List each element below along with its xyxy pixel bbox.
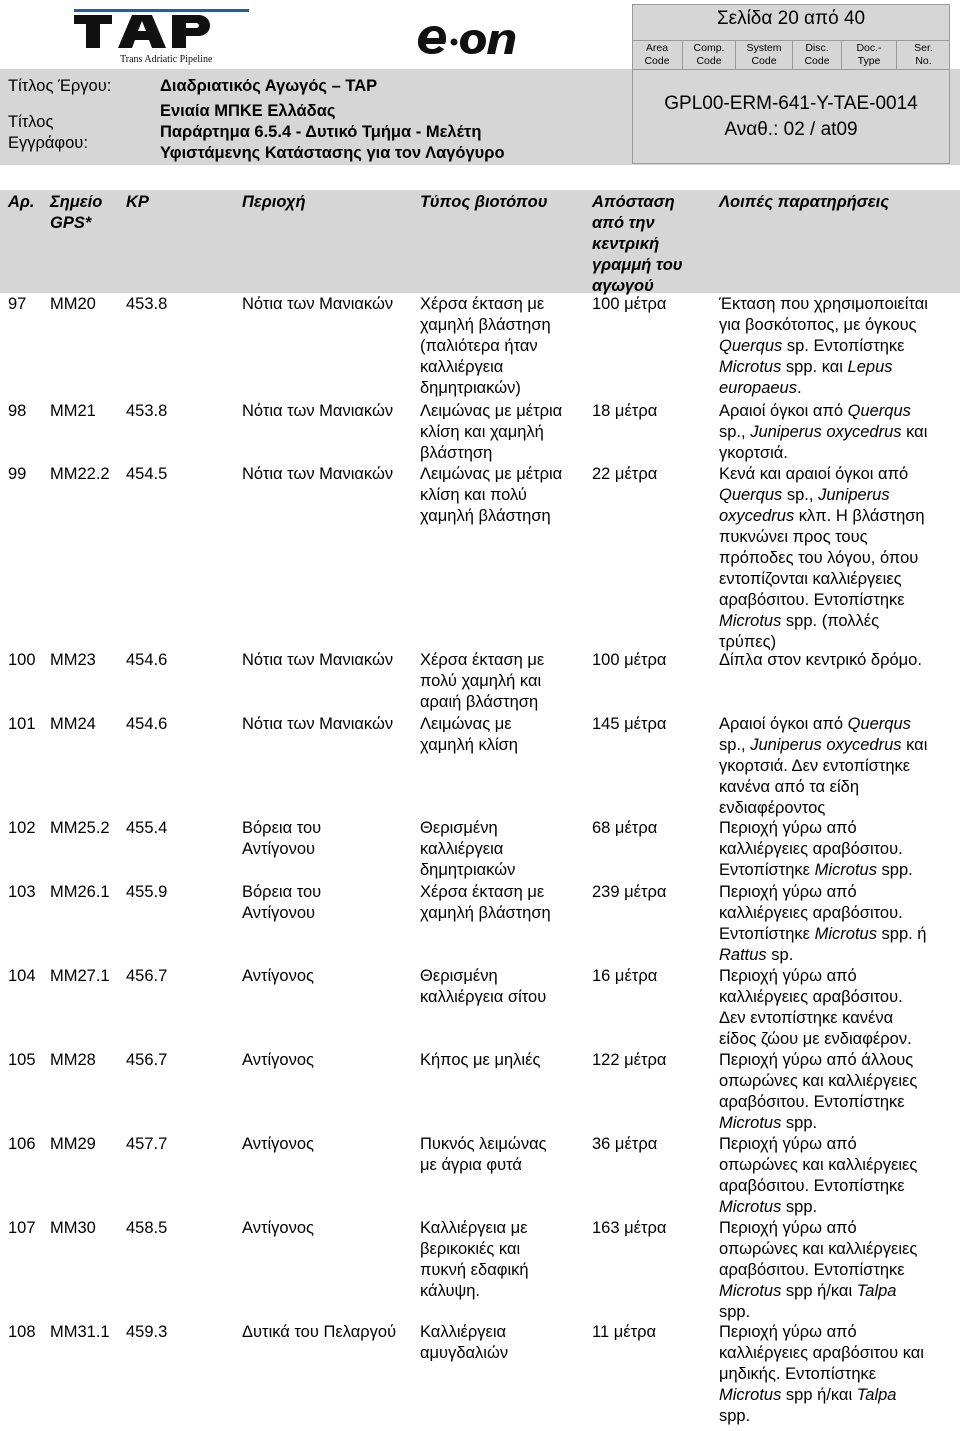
notes-text-line: μηδικής. Εντοπίστηκε <box>719 1365 877 1383</box>
habitat-type-line: κλίση και πολύ <box>420 486 527 504</box>
area-name-line: Νότια των Μανιακών <box>242 402 394 420</box>
code-header-line: Code <box>644 55 670 67</box>
doc-label-line1: Τίτλος <box>8 113 54 131</box>
notes-text-line: είδος ζώου με ενδιαφέρον. <box>719 1030 912 1048</box>
code-header-line: Code <box>804 55 830 67</box>
notes-text <box>719 1050 917 1134</box>
habitat-type-line: Πυκνός λειμώνας <box>420 1135 547 1153</box>
habitat-type-line: κάλυψη. <box>420 1282 480 1300</box>
notes-text-line: οπωρώνες και καλλιέργειες <box>719 1156 918 1174</box>
code-header-area <box>632 41 682 69</box>
habitat-type-line: κλίση και χαμηλή <box>420 423 544 441</box>
kp-value: 454.6 <box>126 715 168 733</box>
notes-text-line: αραβόσιτου. Εντοπίστηκε <box>719 1093 905 1111</box>
area-name-line: Νότια των Μανιακών <box>242 465 394 483</box>
habitat-type-line: χαμηλή βλάστηση <box>420 316 551 334</box>
notes-text-line: γκορτσιά. <box>719 444 788 462</box>
distance-value: 100 μέτρα <box>592 651 667 669</box>
notes-text-line: Έκταση που χρησιμοποιείται <box>719 295 928 313</box>
code-header-line: Comp. <box>693 42 725 54</box>
kp-value: 454.5 <box>126 465 168 483</box>
habitat-type-line: δημητριακών) <box>420 379 521 397</box>
gps-point: MM31.1 <box>50 1323 110 1341</box>
notes-text-line: sp., Juniperus oxycedrus και <box>719 423 928 441</box>
notes-text <box>719 650 922 671</box>
habitat-type-line: Χέρσα έκταση με <box>420 295 545 313</box>
gps-point: MM26.1 <box>50 883 110 901</box>
notes-text <box>719 1218 917 1323</box>
notes-text-line: Περιοχή γύρω από <box>719 1323 857 1341</box>
notes-text-line: οπωρώνες και καλλιέργειες <box>719 1072 918 1090</box>
kp-value: 456.7 <box>126 1051 168 1069</box>
notes-text-line: αραβόσιτου. Εντοπίστηκε <box>719 1261 905 1279</box>
habitat-type-line: Λειμώνας με <box>420 715 512 733</box>
distance-value: 22 μέτρα <box>592 465 658 483</box>
habitat-type-line: βερικοκιές και <box>420 1240 521 1258</box>
row-number: 97 <box>8 295 27 313</box>
area-name-line: Αντίγονου <box>242 904 316 922</box>
habitat-type-line: Χέρσα έκταση με <box>420 883 545 901</box>
notes-text-line: οπωρώνες και καλλιέργειες <box>719 1240 918 1258</box>
distance-value: 16 μέτρα <box>592 967 658 985</box>
area-name-line: Αντίγονου <box>242 840 316 858</box>
habitat-type-line: Καλλιέργεια <box>420 1323 507 1341</box>
notes-text-line: Αραιοί όγκοι από Querqus <box>719 715 911 733</box>
gps-point: MM20 <box>50 295 96 313</box>
habitat-type-line: Καλλιέργεια με <box>420 1219 528 1237</box>
gps-point: MM23 <box>50 651 96 669</box>
notes-text-line: Κενά και αραιοί όγκοι από <box>719 465 909 483</box>
habitat-type <box>420 966 546 1008</box>
kp-value: 455.4 <box>126 819 168 837</box>
notes-text <box>719 818 913 881</box>
habitat-type <box>420 818 515 881</box>
code-header-line: Code <box>696 55 722 67</box>
habitat-type-line: καλλιέργεια <box>420 840 504 858</box>
code-header-line: System <box>746 42 782 54</box>
habitat-type <box>420 1218 529 1302</box>
notes-text-line: τρύπες) <box>719 633 777 651</box>
document-number: GPL00-ERM-641-Y-TAE-0014 <box>664 93 918 114</box>
habitat-type-line: καλλιέργεια σίτου <box>420 988 547 1006</box>
doc-title-line2: Παράρτημα 6.5.4 - Δυτικό Τμήμα - Μελέτη <box>160 123 482 141</box>
habitat-type <box>420 882 551 924</box>
area-name <box>242 714 393 735</box>
notes-text-line: sp., Juniperus oxycedrus και <box>719 736 928 754</box>
notes-text-line: Εντοπίστηκε Microtus spp. ή <box>719 925 927 943</box>
habitat-type-line: Θερισμένη <box>420 819 498 837</box>
notes-text-line: Δεν εντοπίστηκε κανένα <box>719 1009 894 1027</box>
notes-text-line: Αραιοί όγκοι από Querqus <box>719 402 911 420</box>
code-header-disc <box>793 41 841 69</box>
notes-text-line: Querqus sp., Juniperus <box>719 486 890 504</box>
gps-point: MM28 <box>50 1051 96 1069</box>
code-header-line: Area <box>645 42 669 54</box>
habitat-type-line: Θερισμένη <box>420 967 498 985</box>
col-header-notes: Λοιπές παρατηρήσεις <box>719 193 889 211</box>
habitat-type-line: Λειμώνας με μέτρια <box>420 402 563 420</box>
area-name-line: Νότια των Μανιακών <box>242 295 394 313</box>
notes-text-line: κανένα από τα είδη <box>719 778 860 796</box>
notes-text <box>719 401 927 464</box>
notes-text-line: καλλιέργειες αραβόσιτου. <box>719 988 903 1006</box>
notes-text-line: εντοπίζονται καλλιέργειες <box>719 570 902 588</box>
code-header-line: Disc. <box>805 42 829 54</box>
notes-text-line: Microtus spp ή/και Talpa <box>719 1386 897 1404</box>
col-header-line: κεντρική <box>592 235 660 253</box>
habitat-type <box>420 401 562 464</box>
distance-value: 145 μέτρα <box>592 715 667 733</box>
notes-text-line: καλλιέργειες αραβόσιτου. <box>719 840 903 858</box>
notes-text-line: Microtus spp ή/και Talpa <box>719 1282 897 1300</box>
col-header-line: GPS* <box>50 214 92 232</box>
habitat-type-line: δημητριακών <box>420 861 516 879</box>
row-number: 102 <box>8 819 36 837</box>
notes-text-line: spp. <box>719 1303 751 1321</box>
area-name <box>242 818 321 860</box>
col-header-line: Απόσταση <box>592 193 675 211</box>
gps-point: MM24 <box>50 715 96 733</box>
row-number: 105 <box>8 1051 36 1069</box>
col-header-line: Σημείο <box>50 193 103 211</box>
notes-text-line: ενδιαφέροντος <box>719 799 826 817</box>
doc-title-line1: Ενιαία ΜΠΚΕ Ελλάδας <box>160 102 336 120</box>
notes-text-line: Microtus spp. και Lepus <box>719 358 893 376</box>
notes-text-line: πρόποδες του λόγου, όπου <box>719 549 919 567</box>
code-header-serno <box>897 41 950 69</box>
area-name-line: Βόρεια του <box>242 883 322 901</box>
row-number: 103 <box>8 883 36 901</box>
doc-title-line3: Υφιστάμενης Κατάστασης για τον Λαγόγυρο <box>160 144 505 162</box>
code-header-line: Doc.- <box>856 42 882 54</box>
notes-text-line: Rattus sp. <box>719 946 794 964</box>
row-number: 99 <box>8 465 27 483</box>
area-name-line: Αντίγονος <box>242 1219 314 1237</box>
gps-point: MM29 <box>50 1135 96 1153</box>
distance-value: 163 μέτρα <box>592 1219 667 1237</box>
document-header <box>0 0 960 165</box>
notes-text-line: Microtus spp. (πολλές <box>719 612 880 630</box>
kp-value: 457.7 <box>126 1135 168 1153</box>
habitat-type-line: καλλιέργεια <box>420 358 504 376</box>
area-name <box>242 1134 314 1155</box>
distance-value: 239 μέτρα <box>592 883 667 901</box>
gps-point: MM21 <box>50 402 96 420</box>
notes-text <box>719 966 912 1050</box>
notes-text-line: Περιοχή γύρω από <box>719 967 857 985</box>
notes-text <box>719 714 927 819</box>
col-header-line: γραμμή του <box>592 256 683 274</box>
notes-text-line: Εντοπίστηκε Microtus spp. <box>719 861 913 879</box>
area-name <box>242 966 314 987</box>
notes-text <box>719 1322 924 1427</box>
gps-point: MM30 <box>50 1219 96 1237</box>
area-name-line: Αντίγονος <box>242 1135 314 1153</box>
code-header-doctype <box>842 41 896 69</box>
habitat-type-line: πολύ χαμηλή και <box>420 672 542 690</box>
code-header-system <box>736 41 792 69</box>
notes-text-line: για βοσκότοπος, με όγκους <box>719 316 917 334</box>
col-header-line: από την <box>592 214 655 232</box>
habitat-type-line: (παλιότερα ήταν <box>420 337 538 355</box>
row-number: 104 <box>8 967 36 985</box>
kp-value: 459.3 <box>126 1323 168 1341</box>
notes-text <box>719 1134 917 1218</box>
notes-text-line: Περιοχή γύρω από <box>719 883 857 901</box>
col-header-distance <box>592 192 683 297</box>
habitat-type-line: αραιή βλάστηση <box>420 693 539 711</box>
notes-text-line: καλλιέργειες αραβόσιτου. <box>719 904 903 922</box>
notes-text-line: Περιοχή γύρω από <box>719 1219 857 1237</box>
code-header-line: No. <box>915 55 932 67</box>
page-number: Σελίδα 20 από 40 <box>716 8 866 29</box>
tap-logo <box>74 6 254 66</box>
area-name-line: Αντίγονος <box>242 1051 314 1069</box>
area-name-line: Νότια των Μανιακών <box>242 651 394 669</box>
notes-text-line: αραβόσιτου. Εντοπίστηκε <box>719 591 905 609</box>
area-name <box>242 882 321 924</box>
gps-point: MM25.2 <box>50 819 110 837</box>
notes-text-line: πυκνώνει προς τους <box>719 528 868 546</box>
row-number: 108 <box>8 1323 36 1341</box>
habitat-type-line: βλάστηση <box>420 444 493 462</box>
code-box-separator <box>632 69 950 70</box>
notes-text-line: Περιοχή γύρω από άλλους <box>719 1051 914 1069</box>
kp-value: 453.8 <box>126 295 168 313</box>
notes-text <box>719 882 927 966</box>
notes-text-line: αραβόσιτου. Εντοπίστηκε <box>719 1177 905 1195</box>
notes-text-line: Microtus spp. <box>719 1198 818 1216</box>
distance-value: 68 μέτρα <box>592 819 658 837</box>
project-label: Τίτλος Έργου: <box>8 77 112 95</box>
area-name <box>242 1218 314 1239</box>
project-title: Διαδριατικός Αγωγός – TAP <box>160 77 378 95</box>
area-name <box>242 1050 314 1071</box>
col-header-kp: KP <box>126 193 149 211</box>
habitat-type <box>420 464 562 527</box>
habitat-type <box>420 294 551 399</box>
habitat-type <box>420 1050 540 1071</box>
area-name <box>242 1322 396 1343</box>
svg-text:Trans Adriatic Pipeline: Trans Adriatic Pipeline <box>120 54 213 65</box>
habitat-type-line: Κήπος με μηλιές <box>420 1051 541 1069</box>
habitat-type-line: Λειμώνας με μέτρια <box>420 465 563 483</box>
eon-logo <box>416 18 536 58</box>
distance-value: 122 μέτρα <box>592 1051 667 1069</box>
notes-text-line: Περιοχή γύρω από <box>719 819 857 837</box>
area-name-line: Δυτικά του Πελαργού <box>242 1323 397 1341</box>
area-name-line: Αντίγονος <box>242 967 314 985</box>
code-header-comp <box>683 41 735 69</box>
col-header-gps <box>50 192 102 234</box>
kp-value: 458.5 <box>126 1219 168 1237</box>
col-header-line: αγωγού <box>592 277 654 295</box>
habitat-type-line: χαμηλή κλίση <box>420 736 518 754</box>
col-header-area: Περιοχή <box>242 193 306 211</box>
notes-text-line: Δίπλα στον κεντρικό δρόμο. <box>719 651 922 669</box>
habitat-type <box>420 1134 547 1176</box>
distance-value: 11 μέτρα <box>592 1323 657 1341</box>
gps-point: MM27.1 <box>50 967 110 985</box>
habitat-type-line: με άγρια φυτά <box>420 1156 522 1174</box>
row-number: 107 <box>8 1219 36 1237</box>
notes-text-line: Microtus spp. <box>719 1114 818 1132</box>
notes-text-line: spp. <box>719 1407 751 1425</box>
notes-text-line: καλλιέργειες αραβόσιτου και <box>719 1344 924 1362</box>
distance-value: 18 μέτρα <box>592 402 658 420</box>
code-header-line: Type <box>857 55 881 67</box>
area-name <box>242 464 393 485</box>
habitat-type-line: χαμηλή βλάστηση <box>420 904 551 922</box>
habitat-type-line: Χέρσα έκταση με <box>420 651 545 669</box>
notes-text-line: γκορτσιά. Δεν εντοπίστηκε <box>719 757 911 775</box>
kp-value: 455.9 <box>126 883 168 901</box>
area-name <box>242 401 393 422</box>
code-header-line: Code <box>751 55 777 67</box>
habitat-type-line: αμυγδαλιών <box>420 1344 509 1362</box>
notes-text-line: Querqus sp. Εντοπίστηκε <box>719 337 905 355</box>
habitat-type <box>420 650 544 713</box>
area-name-line: Βόρεια του <box>242 819 322 837</box>
habitat-type <box>420 714 518 756</box>
notes-text-line: europaeus. <box>719 379 802 397</box>
habitat-type <box>420 1322 508 1364</box>
row-number: 106 <box>8 1135 36 1153</box>
code-header-line: Ser. <box>914 42 933 54</box>
row-number: 98 <box>8 402 27 420</box>
gps-point: MM22.2 <box>50 465 110 483</box>
distance-value: 36 μέτρα <box>592 1135 658 1153</box>
kp-value: 454.6 <box>126 651 168 669</box>
notes-text <box>719 464 925 653</box>
row-number: 100 <box>8 651 36 669</box>
area-name <box>242 294 393 315</box>
kp-value: 456.7 <box>126 967 168 985</box>
area-name <box>242 650 393 671</box>
notes-text-line: oxycedrus κλπ. Η βλάστηση <box>719 507 925 525</box>
kp-value: 453.8 <box>126 402 168 420</box>
revision-label: Αναθ.: 02 / at09 <box>724 119 858 140</box>
notes-text-line: Περιοχή γύρω από <box>719 1135 857 1153</box>
doc-label-line2: Εγγράφου: <box>8 134 88 152</box>
col-header-habitat: Τύπος βιοτόπου <box>420 193 548 211</box>
habitat-type-line: πυκνή εδαφική <box>420 1261 529 1279</box>
area-name-line: Νότια των Μανιακών <box>242 715 394 733</box>
distance-value: 100 μέτρα <box>592 295 667 313</box>
notes-text <box>719 294 928 399</box>
habitat-type-line: χαμηλή βλάστηση <box>420 507 551 525</box>
row-number: 101 <box>8 715 36 733</box>
col-header-no: Αρ. <box>8 193 35 211</box>
